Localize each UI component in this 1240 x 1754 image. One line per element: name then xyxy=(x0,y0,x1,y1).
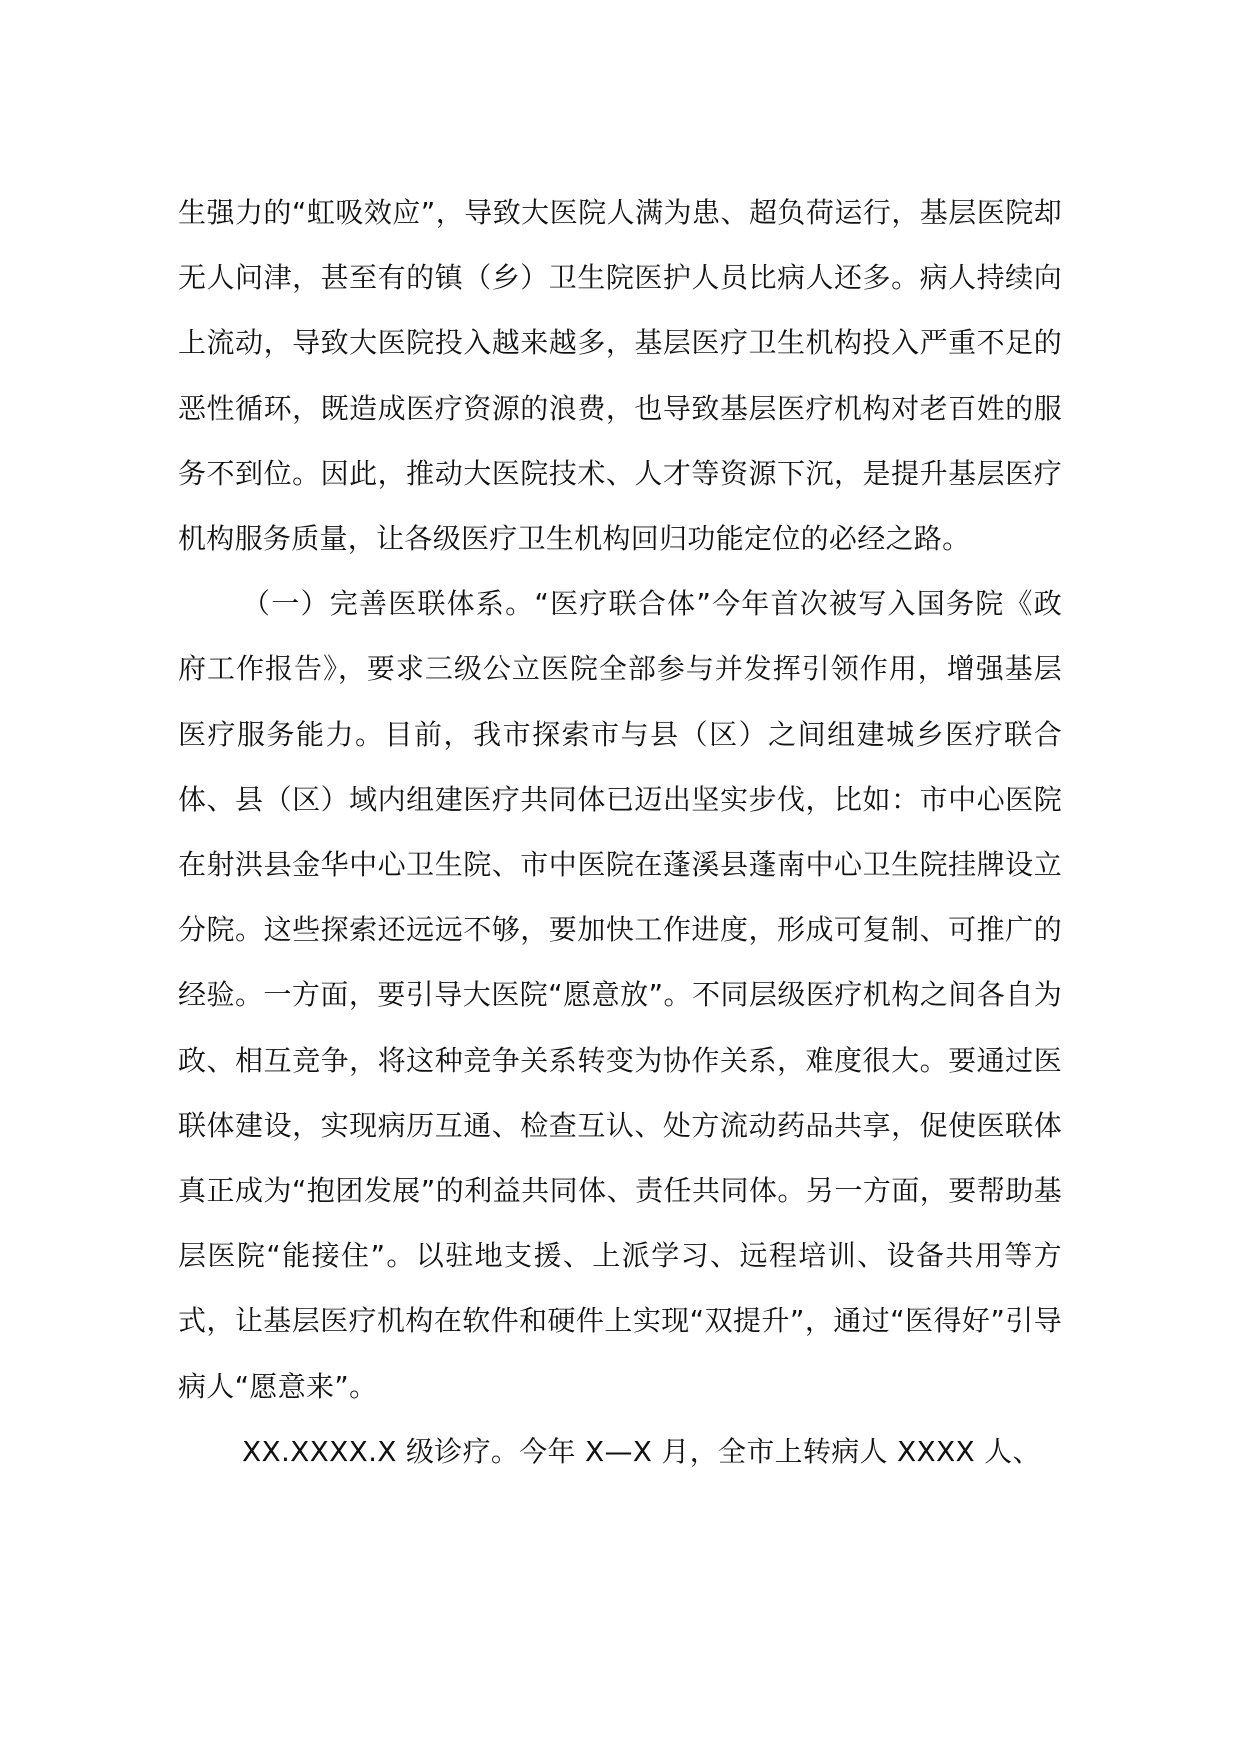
paragraph-tiered-care: XX.XXXX.X 级诊疗。今年 X—X 月，全市上转病人 XXXX 人、 xyxy=(242,1434,1041,1468)
paragraph-continuation: 生强力的“虹吸效应”，导致大医院人满为患、超负荷运行，基层医院却无人问津，甚至有的镇（乡）卫生院医护人员比病人还多。病人持续向上流动，导致大医院投入越来越多，基层医疗卫生机构投入严重不足的恶性循环，既造成医疗资源的浪费，也导致基层医疗机构对老百姓的服务不到位。因此，推动大医院技术、人才等资源下沉，是提升基层医疗机构服务质量，让各级医疗卫生机构回归功能定位的必经之路。 xyxy=(178,196,1062,556)
body-text xyxy=(178,180,1062,1484)
paragraph-medical-alliance: （一）完善医联体系。“医疗联合体”今年首次被写入国务院《政府工作报告》，要求三级公立医院全部参与并发挥引领作用，增强基层医疗服务能力。目前，我市探索市与县（区）之间组建城乡医疗联合体、县（区）域内组建医疗共同体已迈出坚实步伐，比如：市中心医院在射洪县金华中心卫生院、市中医院在蓬溪县蓬南中心卫生院挂牌设立分院。这些探索还远远不够，要加快工作进度，形成可复制、可推广的经验。一方面，要引导大医院“愿意放”。不同层级医疗机构之间各自为政、相互竞争，将这种竞争关系转变为协作关系，难度很大。要通过医联体建设，实现病历互通、检查互认、处方流动药品共享，促使医联体真正成为“抱团发展”的利益共同体、责任共同体。另一方面，要帮助基层医院“能接住”。以驻地支援、上派学习、远程培训、设备共用等方式，让基层医疗机构在软件和硬件上实现“双提升”，通过“医得好”引导病人“愿意来”。 xyxy=(178,587,1062,1403)
